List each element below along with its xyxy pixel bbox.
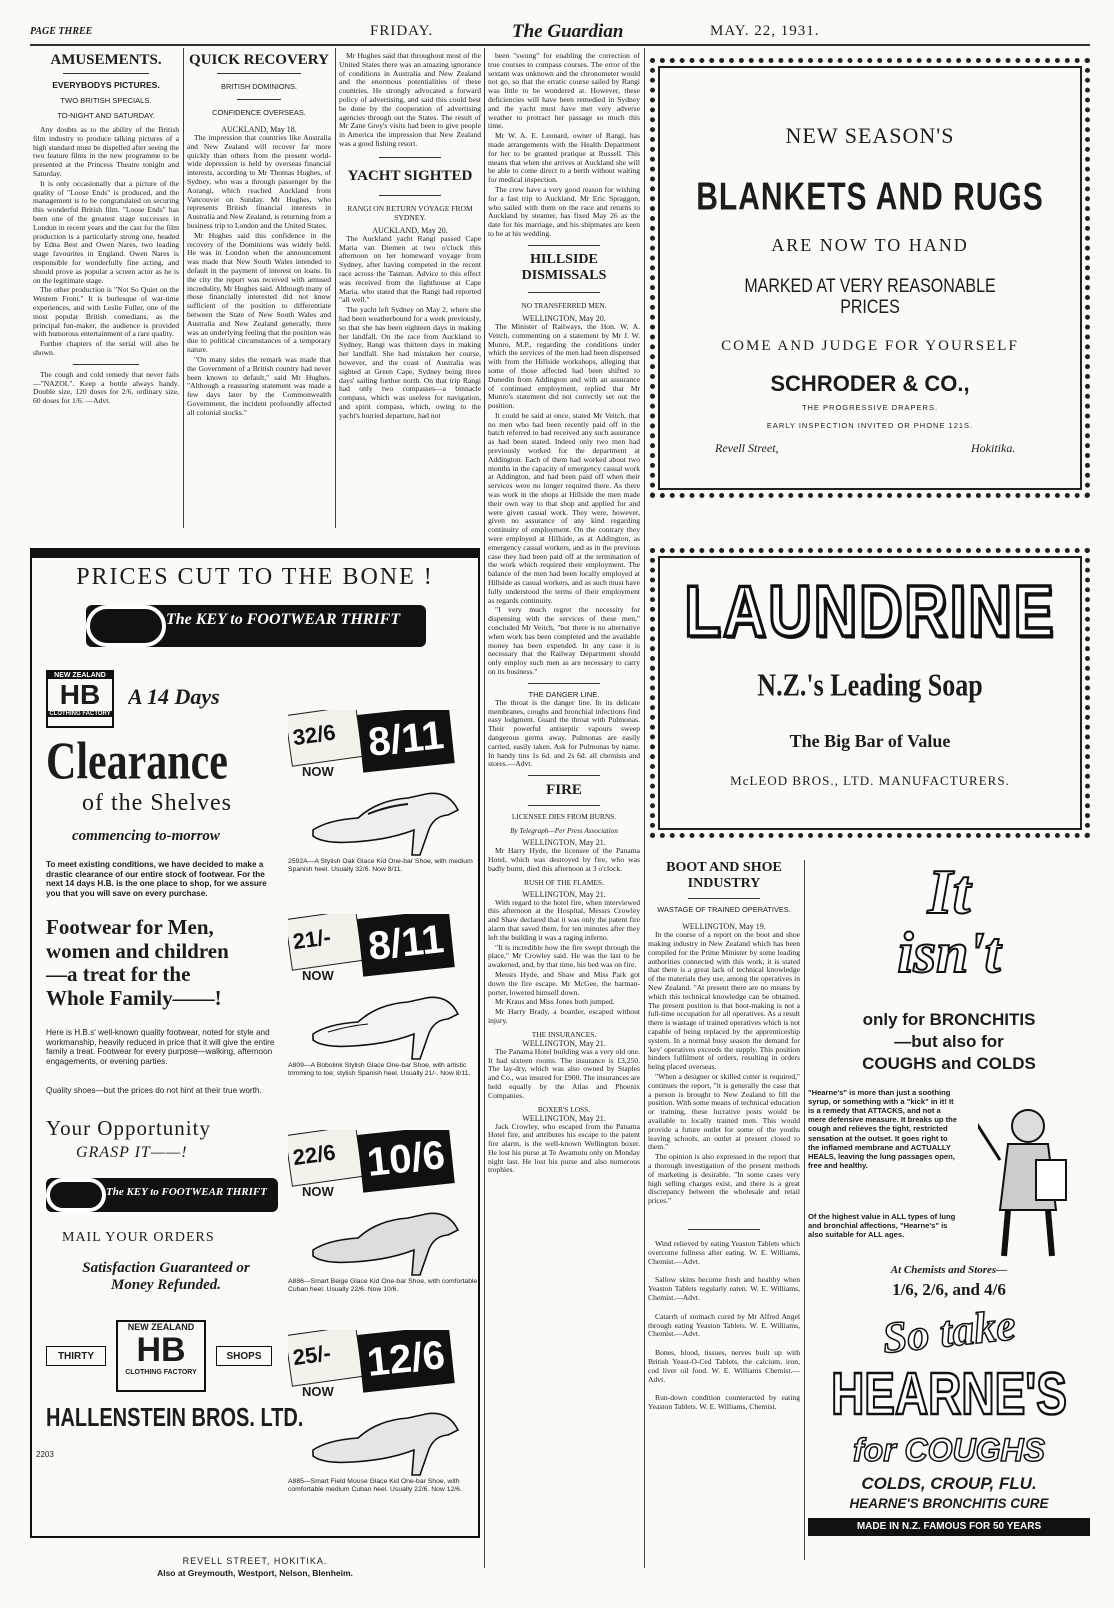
- paragraph: Any doubts as to the ability of the British film industry to produce talking pictures of a high standard must be dispelled after seeing the two feature films in the new programme to be presented at the Princess Theatre tonight and Saturday.: [33, 125, 179, 178]
- fire-sub4: BOXER'S LOSS.: [537, 1104, 591, 1114]
- paragraph: Mr Kraus and Miss Jones both jumped.: [495, 997, 615, 1007]
- hb-headline: PRICES CUT TO THE BONE !: [76, 564, 434, 590]
- dateline: WELLINGTON, May 19.: [682, 922, 766, 932]
- shoe-desc: A809—A Bobolink Stylish Glace One-bar Shoe, with artistic trimming to toe; stylish Spanish heel. Usually 21/-. Now 8/11.: [288, 1062, 471, 1077]
- col-rule: [484, 48, 485, 1568]
- schroder-line5: PRICES: [840, 297, 900, 318]
- paragraph: In the course of a report on the boot and shoe making industry in New Zealand which has been compiled for the Prime Minister by some leading authorities connected with this work, it is stated that there is a great lack of technical knowledge of the materials they use, among the operatives in New Zealand. "At present there are no means by which this technical knowledge can be obtained. The present position is that boot-making is not a full-time occupation for all operatives. As a result there is wastage of trained operatives which is not capable of being replaced by the apprenticeship system. In a normal busy season the demand for 'key' operatives exceeds the supply. This position hinders fulfilment of orders, resulting in orders being placed overseas.: [648, 930, 800, 1072]
- small-advert: Bones, blood, tissues, nerves built up with British Yeast-O-Ced Tablets, the calcium, iron, cod liver oil food. W. E. Williams Chemist.—Advt.: [648, 1348, 800, 1384]
- quick-recovery-sub1: BRITISH DOMINIONS.: [221, 82, 297, 91]
- paragraph: The Auckland yacht Rangi passed Cape Maria van Diemen at two o'clock this afternoon on her homeward voyage from Sydney, after having competed in the recent race across the Tasman. Advice to this effect was received from the lighthouse at Cape Maria, who stated that the Rangi had reported "all well.": [339, 233, 481, 305]
- laundrine-maker: McLEOD BROS., LTD. MANUFACTURERS.: [730, 773, 1010, 788]
- thirty-shops-logo: THIRTY NEW ZEALAND HB CLOTHING FACTORY SHOPS: [46, 1320, 276, 1394]
- paragraph: been "swung" for enabling the correction of true courses to compass courses. The error of the sextant was unknown and the chronometer would not go, so that the erratic course sailed by Rangi was little to be wondered at. However, these deficiencies will have been remedied in Sydney and the yacht must have met very adverse weather to protract her passage so much this time.: [488, 52, 640, 131]
- hb-shoes-note: Quality shoes—but the prices do not hint at their true worth.: [46, 1086, 262, 1095]
- now-label: NOW: [302, 1184, 334, 1199]
- issue-date: MAY. 22, 1931.: [710, 23, 820, 39]
- col-rule: [335, 48, 336, 528]
- shoe-offer: [288, 710, 478, 880]
- laundrine-tagline: N.Z.'s Leading Soap: [757, 668, 983, 703]
- boot-shoe-article: [648, 860, 800, 1220]
- amusements-sub3: TO-NIGHT AND SATURDAY.: [57, 111, 155, 120]
- paragraph: The impression that countries like Australia and New Zealand will recover far more quickly than others from the present world-wide depression is held by overseas financial interests, according to Mr Thomas Hughes, of Sydney, who was a through passenger by the Aorangi, which reached Auckland from Vancouver on Sunday. Mr Hughes, who represents British financial interests in Australia and New Zealand, is returning from a business trip to London and the United States.: [187, 133, 331, 230]
- schroder-line4: MARKED AT VERY REASONABLE: [744, 276, 996, 297]
- paragraph: The opinion is also expressed in the report that a thorough investigation of the present methods of marketing is desirable. "In some cases very high selling charges exist, and there is a great discrepancy between the wholesale and retail prices.": [648, 1152, 800, 1206]
- hb-days: A 14 Days: [128, 684, 220, 709]
- fire-title: FIRE: [546, 782, 582, 799]
- hb-shelves: of the Shelves: [82, 790, 232, 816]
- shoe-image: [308, 1390, 468, 1480]
- hb-footwear: Footwear for Men, women and children —a treat for the Whole Family——!: [46, 916, 229, 1010]
- hearnes-highest: Of the highest value in ALL types of lung and bronchial affections, "Hearne's" is also suitable for ALL ages.: [808, 1212, 956, 1240]
- schroder-phone: EARLY INSPECTION INVITED OR PHONE 121S.: [766, 421, 974, 430]
- schroder-line6: COME AND JUDGE FOR YOURSELF: [721, 338, 1019, 354]
- hearnes-colds: COLDS, CROUP, FLU.: [861, 1474, 1037, 1493]
- hearnes-advert: [808, 860, 1090, 1560]
- hb-satisfaction: Satisfaction Guaranteed or Money Refunded.: [82, 1260, 250, 1293]
- amusements-sub2: TWO BRITISH SPECIALS.: [60, 96, 152, 105]
- hb-grasp: GRASP IT——!: [76, 1144, 188, 1161]
- paragraph: It could be said at once, stated Mr Veitch, that no men who had been recently paid off in the batch referred to had received any such assurance as had been stated. Indeed only two men had previously worked for the department at Addington. Each of them had worked about two months in the capacity of emergency casual work at Addington, and had been paid off when their services were no longer required there. As there was work in the shops at Hillside the men made their own way to that shop and applied for and were given casual work. They were, however, given no assurance of any kind regarding continuity of employment. On the contrary they were employed at Hillside, as at Addington, as emergency casual workers, and as in the previous case they had been paid off at the termination of the work which required their employment. The balance of the men had been locally employed at Hillside as casual workers, and as such must have fully understood the terms of their employment as regards continuity.: [488, 410, 640, 605]
- masthead-rule: [30, 44, 1090, 46]
- schroder-street: Revell Street,: [715, 441, 779, 455]
- schroder-advert: [650, 58, 1090, 498]
- old-price: 21/-: [291, 924, 333, 955]
- hb-mail: MAIL YOUR ORDERS: [62, 1230, 215, 1245]
- hearnes-but: —but also for: [894, 1032, 1004, 1051]
- now-label: NOW: [302, 764, 334, 779]
- schroder-town: Hokitika.: [971, 441, 1016, 455]
- danger-title: THE DANGER LINE.: [528, 689, 600, 699]
- shoe-image: [308, 974, 468, 1064]
- paragraph: The Minister of Railways, the Hon. W. A. Veitch, commenting on a statement by Mr J. W. Munro, M.P., regarding the conditions under which the services of the men had been dispensed with from the Hillside workshops, alleging that some of those affected had been shifted to Dunedin from Addington and with an assurance of continued employment, replied that Mr Munro's statement did not correctly set out the position.: [488, 321, 640, 411]
- paragraph: Mr Harry Brady, a boarder, escaped without injury.: [488, 1007, 640, 1025]
- hb-advert: [30, 548, 480, 1538]
- shoe-desc: A886—Smart Beige Glace Kid One-bar Shoe, with comfortable Cuban heel. Usually 22/6. Now 10/6.: [288, 1278, 478, 1293]
- dateline: AUCKLAND, May 18.: [221, 125, 297, 134]
- small-advert: Wind relieved by eating Yeaston Tablets which overcome fullness after eating. W. E. Williams, Chemist.—Advt.: [648, 1239, 800, 1266]
- hearnes-made: MADE IN N.Z. FAMOUS FOR 50 YEARS: [808, 1518, 1090, 1536]
- paragraph: "I very much regret the necessity for dispensing with the services of these men," concluded Mr Veitch, "but there is no alternative when work has been completed and the available money has been expended. In any case it is necessary that the Railway Department should only employ such men as are necessary to carry on its business.": [488, 605, 640, 676]
- paragraph: Mr Hughes said this confidence in the recovery of the Dominions was widely held. He was in London when the announcement was made that New South Wales intended to default in the payment of interest on loans. In the city the report was received with amused incredulity, Mr Hughes said. Although many of those financially interested did not know sufficient of the position to differentiate between the State of New South Wales and Australia and New Zealand generally, there was an underlying feeling that the position was due to political circumstances of a temporary nature.: [187, 230, 331, 355]
- key-banner-small: [46, 1178, 278, 1212]
- schroder-name: SCHRODER & CO.,: [770, 371, 970, 396]
- small-advert: Run-down condition counteracted by eating Yeaston Tablets. W. E. Williams, Chemist.: [648, 1393, 800, 1412]
- quick-recovery-article: [187, 52, 331, 530]
- hearnes-name: HEARNE'S: [831, 1359, 1067, 1427]
- col-rule: [804, 860, 805, 1560]
- hillside-title: HILLSIDE DISMISSALS: [521, 251, 607, 283]
- key-icon: [46, 1178, 106, 1212]
- paragraph: Further chapters of the serial will also be shown.: [33, 339, 179, 357]
- key-banner: [86, 605, 426, 647]
- key-text: The KEY to FOOTWEAR THRIFT: [166, 611, 401, 628]
- hb-ref: 2203: [36, 1450, 54, 1459]
- paragraph: It is only occasionally that a picture of the quality of "Loose Ends" is produced, and the management is to be congratulated on securing this wonderful British film. "Loose Ends" has been one of the greatest stage successes in London in recent years and the cast for the film production is a particularly strong one, headed by Edna Best and Owen Nares, two leading stage favourites in England. Owen Nares is responsible for wonderfully fine acting, and should prove as popular a screen actor as he is on the legitimate stage.: [33, 178, 179, 285]
- hb-commencing: commencing to-morrow: [72, 828, 220, 844]
- paragraph: The Panama Hotel building was a very old one. It had sixteen rooms. The insurance is £3,250. The lay-dry, which was also owned by Staples and Co., was insured for £900. The insurances are held equally by the Atlas and Phoenix Companies.: [488, 1046, 640, 1100]
- fire-byline: By Telegraph—Per Press Association: [510, 827, 618, 836]
- nazol-advert: The cough and cold remedy that never fails—"NAZOL". Keep a bottle always handy. Double size, 120 doses for 2/6, ordinary size, 60 doses for 1/6. —Advt.: [33, 369, 179, 406]
- paragraph: Jack Crowley, who escaped from the Panama Hotel fire, and attributes his escape to the patent fire alarm, is the well-known Wellington boxer. He lost his purse at Te Awamutu only on Monday night last. He lost his purse and also numerous trophies.: [488, 1121, 640, 1175]
- hearnes-for-coughs: for COUGHS: [853, 1432, 1045, 1468]
- dateline: AUCKLAND, May 20.: [372, 225, 448, 235]
- hearnes-coughs: COUGHS and COLDS: [862, 1054, 1036, 1073]
- key-icon: [86, 605, 166, 647]
- small-advert: Sallow skins become fresh and healthy when Yeaston Tablets regularly eaten. W. E. Williams, Chemist.—Advt.: [648, 1275, 800, 1302]
- col-rule: [644, 48, 645, 1568]
- schroder-tagline: THE PROGRESSIVE DRAPERS.: [801, 403, 939, 412]
- old-price: 25/-: [291, 1340, 333, 1371]
- dateline: WELLINGTON, May 20.: [522, 313, 606, 323]
- shoe-image: [308, 770, 468, 860]
- paragraph: "When a designer or skilled cutter is required," continues the report, "it is generally the case that a person is brought to New Zealand to fill the position. With some means of technical education or training, these lucrative posts would be available to locally trained men. This would provide a future outlet for some of the youths leaving schools, an outlet at present closed to them.": [648, 1071, 800, 1152]
- boot-sub: WASTAGE OF TRAINED OPERATIVES.: [657, 905, 791, 915]
- hearnes-cure: HEARNE'S BRONCHITIS CURE: [849, 1496, 1049, 1511]
- paragraph: Mr Hughes said that throughout most of the United States there was an amazing ignorance of conditions in Australia and New Zealand and the enormous potentialities of these countries. He strongly advocated a forward policy of advertising, and said this could best be done by the cooperation of advertising agencies through out the States. The result of Mr Zane Grey's visits had been to give people in America the impression that New Zealand was a good fishing resort.: [339, 52, 481, 148]
- paragraph: Messrs Hyde, and Shaw and Miss Park got down the fire escape. Mr McGee, the barman-porter, lowered himself down.: [488, 969, 640, 997]
- now-label: NOW: [302, 968, 334, 983]
- amusements-sub1: EVERYBODYS PICTURES.: [52, 80, 160, 90]
- fire-sub: LICENSEE DIES FROM BURNS.: [511, 812, 617, 822]
- yacht-sub: RANGI ON RETURN VOYAGE FROM SYDNEY.: [347, 203, 473, 222]
- knight-figure: [978, 1100, 1078, 1260]
- hb-intro: To meet existing conditions, we have decided to make a drastic clearance of our entire stock of footwear. For the next 14 days H.B. is the one place to shop, for we assure you that you will save on every purchase.: [46, 860, 267, 899]
- yacht-column: [339, 52, 481, 530]
- now-label: NOW: [302, 1384, 334, 1399]
- shoe-offer: [288, 914, 478, 1084]
- danger-advert: The throat is the danger line. In its delicate membranes, coughs and bronchial infections find easy lodgment. Guard the throat with Pulmonas. Their powerful antiseptic vapours sweep dangerous germs away. Pulmonas are easily carried, easily taken. Ask for Pulmonas by name. In handy tins 1s 6d. and 2s 6d. all chemists and stores.—Advt.: [488, 697, 640, 769]
- hb-opportunity: Your Opportunity: [46, 1116, 211, 1140]
- hallenstein-name: HALLENSTEIN BROS. LTD.: [46, 1404, 304, 1433]
- hb-quality: Here is H.B.s' well-known quality footwear, noted for style and workmanship, heavily reduced in price that it will give the entire family a treat. Footwear for every purpose—walking, afternoon engagements, or evening parties.: [46, 1028, 275, 1067]
- hearnes-isnt: isn't: [897, 924, 1001, 982]
- paragraph: The crew have a very good reason for wishing for a fast trip to Auckland. Mr Eric Spraggon, who sailed with them on the race and returns to Auckland by steamer, has fixed May 26 as the date for his marriage, and his shipmates are keen to be at his wedding.: [488, 184, 640, 238]
- dateline: WELLINGTON, May 21.: [522, 889, 606, 899]
- hb-address: REVELL STREET, HOKITIKA.: [182, 1556, 328, 1566]
- amusements-title: AMUSEMENTS.: [50, 52, 162, 68]
- yacht-title: YACHT SIGHTED: [347, 167, 473, 184]
- small-advert: Catarrh of stomach cured by Mr Alfred Angel through eating Yeaston Tablets. W. E. Williams, Chemist.—Advt.: [648, 1311, 800, 1339]
- paragraph: Mr W. A. E. Leonard, owner of Rangi, has made arrangements with the Health Department for her to be granted pratique at Russell. This means that when she arrives at Auckland she will be able to come direct to a berth without waiting for medical inspection.: [488, 131, 640, 185]
- laundrine-value: The Big Bar of Value: [789, 731, 951, 751]
- hb-clearance: Clearance: [46, 733, 228, 791]
- small-ads: [648, 1225, 800, 1565]
- shoe-offer: [288, 1130, 478, 1300]
- day: FRIDAY.: [370, 23, 434, 39]
- paragraph: Mr Harry Hyde, the licensee of the Panama Hotel, which was destroyed by fire, who was badly burnt, died this afternoon at 3 o'clock.: [488, 846, 640, 873]
- hillside-sub: NO TRANSFERRED MEN.: [521, 300, 607, 310]
- centre-column: [488, 52, 640, 1564]
- paragraph: With regard to the hotel fire, when interviewed this afternoon at the Hospital, Messrs Crowley and Shaw declared that it was only the patent fire alarm that saved them, for ten minutes after they left the building it was a raging inferno.: [488, 897, 640, 942]
- fire-sub2: RUSH OF THE FLAMES.: [524, 877, 604, 887]
- masthead: [30, 22, 1090, 42]
- old-price: 32/6: [291, 719, 338, 751]
- schroder-line2: BLANKETS AND RUGS: [696, 175, 1044, 219]
- hearnes-it: It: [927, 860, 971, 924]
- paragraph: The other production is "Not So Quiet on the Western Front." It is burlesque of war-time experiences, and with Leslie Fuller, one of the most popular British comedians, as the principal fun-maker, the audience is provided with humorous entertainment of a rare quality.: [33, 285, 179, 339]
- schroder-line3: ARE NOW TO HAND: [771, 235, 969, 255]
- amusements-article: [33, 52, 179, 532]
- laundrine-advert: [650, 548, 1090, 838]
- hearnes-body: "Hearne's" is more than just a soothing syrup, or something with a "kick" in it! It is a remedy that ATTACKS, and not a mere defensive measure. It breaks up the cough and relieves the tight, restricted sensation at the outset. It goes right to the inflamed membrane and ACTUALLY HEALS, leaving the lung passages open, free and healthy.: [808, 1088, 957, 1170]
- new-price: 12/6: [357, 1330, 455, 1393]
- quick-recovery-sub2: CONFIDENCE OVERSEAS.: [212, 108, 306, 117]
- dateline: WELLINGTON, May 21.: [522, 1038, 606, 1048]
- key-text: The KEY to FOOTWEAR THRIFT: [106, 1186, 267, 1198]
- hearnes-chemists: At Chemists and Stores—: [890, 1264, 1008, 1276]
- laundrine-name: LAUNDRINE: [684, 571, 1056, 652]
- schroder-line1: NEW SEASON'S: [785, 123, 955, 148]
- hearnes-sotake: So take: [880, 1300, 1018, 1363]
- paragraph: "It is incredible how the fire swept through the place," Mr Crowley said. He was the last to be awakened, and, by that time, his bed was on fire.: [488, 942, 640, 970]
- hearnes-prices: 1/6, 2/6, and 4/6: [892, 1280, 1006, 1299]
- shoe-image: [308, 1190, 468, 1280]
- hb-logo: NEW ZEALAND HB CLOTHING FACTORY: [46, 670, 114, 728]
- hearnes-only: only for BRONCHITIS: [862, 1010, 1036, 1029]
- col-rule: [183, 48, 184, 528]
- shoe-offer: [288, 1330, 478, 1500]
- paragraph: "On many sides the remark was made that the Government of a British country had never been known to default," said Mr Hughes. "Although a reassuring statement was made a few days later by the Commonwealth Government, the incident profoundly affected all colonial stocks.": [187, 354, 331, 417]
- fire-sub3: THE INSURANCES.: [531, 1029, 597, 1039]
- shoe-desc: A885—Smart Field Mouse Glace Kid One-bar Shoe, with comfortable medium Cuban heel. Usually 22/6. Now 12/6.: [288, 1478, 462, 1493]
- paragraph: The yacht left Sydney on May 2, where she had been weatherbound for a week previously, so that she has been eighteen days in making her landfall. On the race from Auckland to Sydney, Rangi was thirteen days in making her landfall. She had mistaken her course, however, and the coast of Australia was sighted at Green Cape, Sydney being three days' sailing further north. On that trip Rangi had only two compasses—a binnacle compass, which was useless for navigation, and spirit compass, which, owing to the yacht's hurried departure, had not: [339, 305, 481, 420]
- page-number: PAGE THREE: [30, 26, 93, 37]
- paper-title: The Guardian: [512, 22, 624, 42]
- quick-recovery-title: QUICK RECOVERY: [189, 52, 329, 68]
- boot-title: BOOT AND SHOE INDUSTRY: [666, 860, 782, 892]
- new-price: 8/11: [357, 710, 455, 773]
- shoe-desc: 2592A—A Stylish Oak Glace Kid One-bar Shoe, with medium Spanish heel. Usually 32/6. Now 8/11.: [288, 858, 473, 873]
- dateline: WELLINGTON, May 21.: [522, 1113, 606, 1123]
- hb-branches: Also at Greymouth, Westport, Nelson, Blenheim.: [157, 1568, 353, 1578]
- new-price: 8/11: [357, 914, 455, 977]
- old-price: 22/6: [291, 1139, 338, 1171]
- new-price: 10/6: [357, 1130, 455, 1193]
- dateline: WELLINGTON, May 21.: [522, 838, 606, 848]
